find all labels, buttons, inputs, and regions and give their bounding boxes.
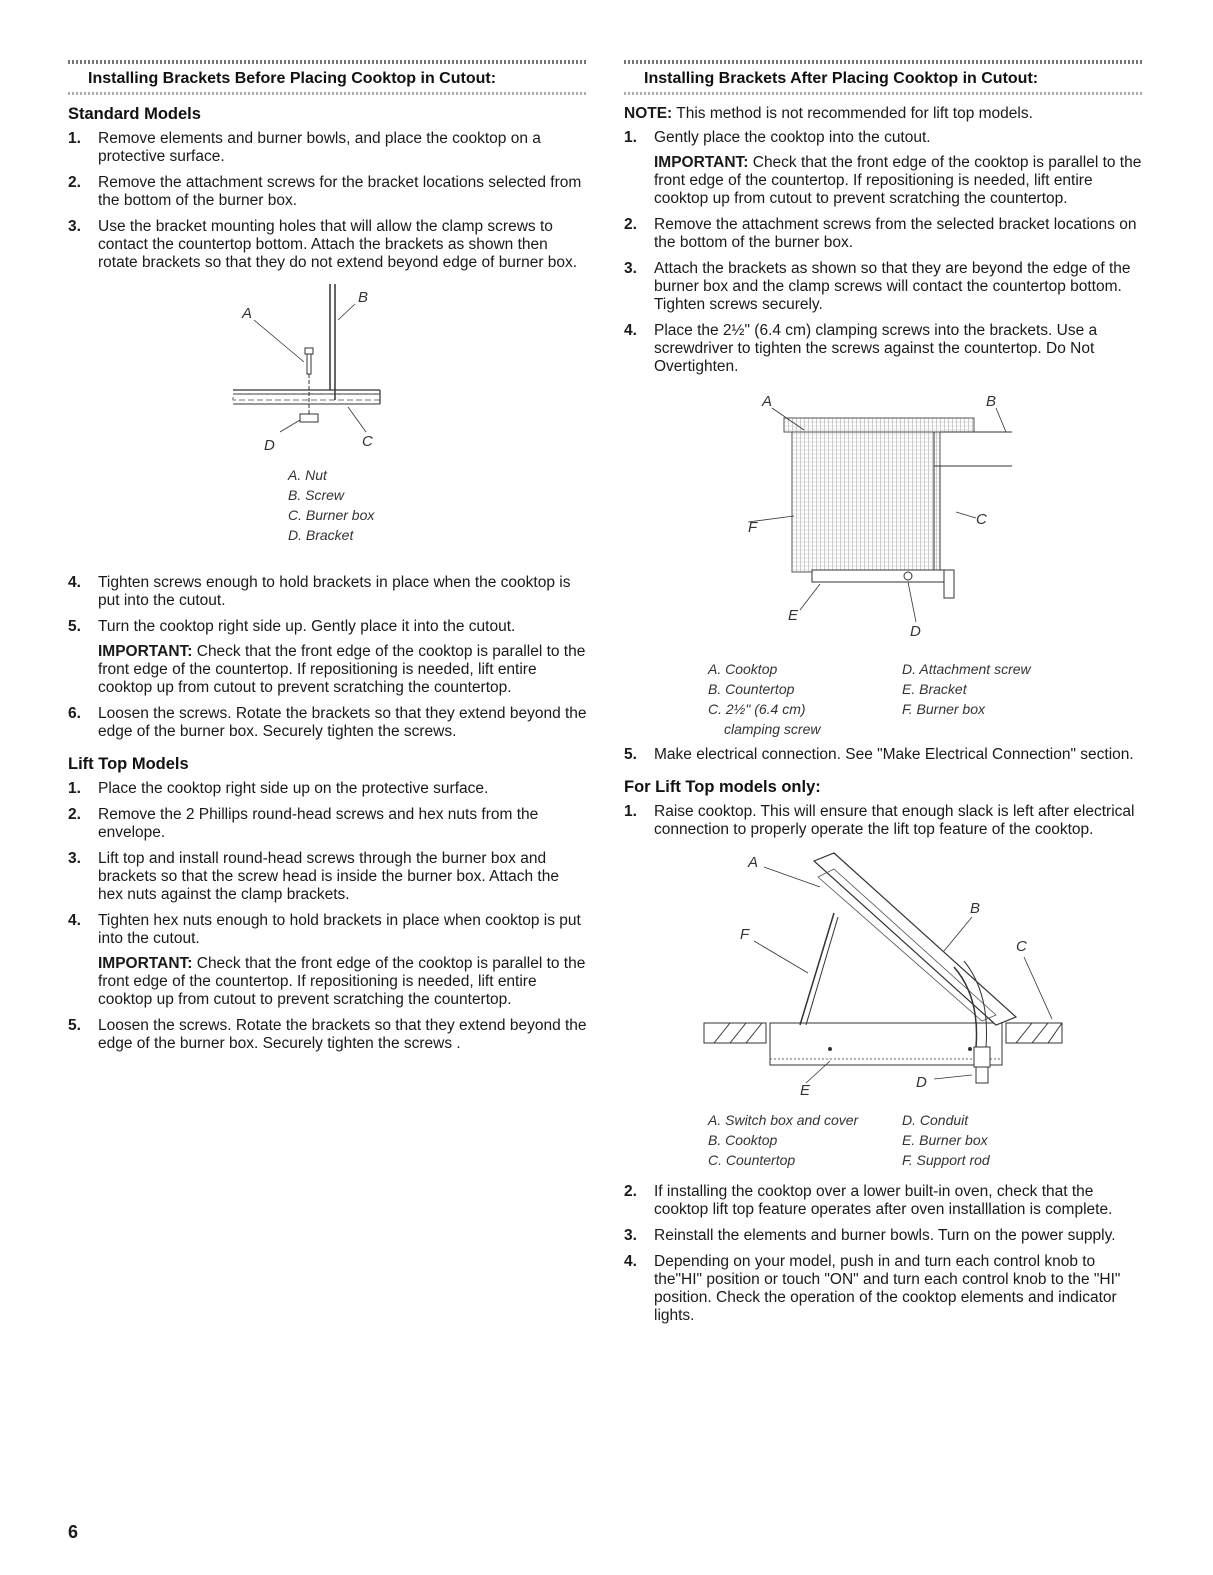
caption-line: B. Screw — [288, 487, 345, 503]
list-item: 2. Remove the attachment screws for the bracket locations selected from the bottom of the burner box. — [68, 174, 582, 209]
list-item: 3. Lift top and install round-head screws through the burner box and brackets so that the screw head is inside the burner box. Attach the hex nuts against the clamp brackets. — [68, 850, 559, 903]
label-a: A — [748, 854, 759, 871]
standard-steps — [68, 130, 588, 272]
caption-line: B. Countertop — [708, 681, 795, 697]
caption-column-left — [708, 1110, 902, 1170]
list-item: 1. Place the cooktop right side up on the protective surface. — [68, 780, 489, 797]
caption-column-right — [902, 1110, 1122, 1170]
list-item: 5. Make electrical connection. See "Make Electrical Connection" section. — [624, 746, 1134, 763]
label-b: B — [986, 393, 997, 410]
label-f: F — [740, 926, 750, 943]
list-item: 1. Gently place the cooktop into the cutout. IMPORTANT: Check that the front edge of the cooktop is parallel to the front edge of the countertop. If repositioning is needed, lift entire cooktop up from cutout to prevent scratching the countertop. — [624, 129, 1144, 208]
top-rule — [68, 60, 588, 64]
important-note: IMPORTANT: Check that the front edge of the cooktop is parallel to the front edge of the countertop. If repositioning is needed, lift entire cooktop up from cutout to prevent scratching the countertop. — [98, 955, 586, 1008]
lift-top-steps-cont — [624, 1183, 1144, 1325]
heading-lift-top-models: Lift Top Models — [68, 755, 189, 773]
list-item: 4. Place the 2½" (6.4 cm) clamping screws into the brackets. Use a screwdriver to tighten the screws against the countertop. Do Not Overtighten. — [624, 322, 1098, 375]
list-item: 2. If installing the cooktop over a lower built-in oven, check that the cooktop lift top feature operates after oven installlation is complete. — [624, 1183, 1113, 1218]
figure-3-caption — [708, 1110, 1144, 1170]
caption-column-right — [902, 659, 1122, 739]
bracket-diagram — [68, 282, 588, 472]
bracket-figure-2 — [624, 388, 1144, 737]
title-rule — [68, 92, 588, 95]
list-item: 3. Reinstall the elements and burner bowls. Turn on the power supply. — [624, 1227, 1116, 1244]
caption-line: D. Conduit — [902, 1112, 969, 1128]
label-c: C — [362, 433, 373, 450]
section-title-before: Installing Brackets Before Placing Cooktop in Cutout: — [88, 70, 497, 87]
lift-top-steps — [624, 803, 1144, 839]
important-note: IMPORTANT: Check that the front edge of the cooktop is parallel to the front edge of the countertop. If repositioning is needed, lift entire cooktop up from cutout to prevent scratching the countertop. — [654, 154, 1142, 207]
label-d: D — [264, 437, 275, 454]
label-d: D — [910, 623, 921, 640]
list-item: 6. Loosen the screws. Rotate the brackets so that they extend beyond the edge of the burner box. Securely tighten the screws. — [68, 705, 587, 740]
caption-line: D. Bracket — [288, 527, 354, 543]
bracket-figure-1 — [68, 282, 588, 543]
label-f: F — [748, 519, 758, 536]
list-item: 4. Tighten hex nuts enough to hold brackets in place when cooktop is put into the cutout. IMPORTANT: Check that the front edge of the cooktop is parallel to the front edge of the countertop. If repositioning is needed, lift entire cooktop up from cutout to prevent scratching the countertop. — [68, 912, 588, 1009]
label-e: E — [800, 1082, 811, 1097]
list-item: 4. Depending on your model, push in and turn each control knob to the"HI" position or touch "ON" and turn each control knob to the "HI" position. Check the operation of the cooktop elements and indicator lights. — [624, 1253, 1121, 1324]
caption-line: E. Bracket — [902, 681, 967, 697]
caption-line: C. Countertop — [708, 1152, 796, 1168]
lift-top-diagram — [624, 847, 1144, 1097]
title-rule — [624, 92, 1144, 95]
heading-standard-models: Standard Models — [68, 105, 201, 123]
cooktop-in-cutout-diagram — [624, 388, 1144, 650]
after-steps-cont — [624, 746, 1144, 764]
figure-2-caption — [708, 659, 1144, 739]
caption-line: A. Nut — [288, 467, 327, 483]
caption-line: clamping screw — [724, 721, 821, 737]
label-d: D — [916, 1074, 927, 1091]
left-column — [68, 60, 588, 1061]
caption-line: C. 2½" (6.4 cm) — [708, 701, 806, 717]
label-b: B — [358, 289, 369, 306]
figure-1-caption — [288, 465, 588, 545]
label-b: B — [970, 900, 981, 917]
list-item: 3. Use the bracket mounting holes that will allow the clamp screws to contact the countertop bottom. Attach the brackets as shown then rotate brackets so that they do not extend beyond edge of burner box. — [68, 218, 578, 271]
list-item: 5. Loosen the screws. Rotate the brackets so that they extend beyond the edge of the burner box. Securely tighten the screws . — [68, 1017, 587, 1052]
caption-line: E. Burner box — [902, 1132, 988, 1148]
label-c: C — [976, 511, 987, 528]
list-item: 3. Attach the brackets as shown so that they are beyond the edge of the burner box and the clamp screws will contact the countertop bottom. Tighten screws securely. — [624, 260, 1131, 313]
right-column — [624, 60, 1144, 1333]
list-item: 2. Remove the attachment screws from the selected bracket locations on the bottom of the burner box. — [624, 216, 1137, 251]
lift-steps — [68, 780, 588, 1053]
list-item: 2. Remove the 2 Phillips round-head screws and hex nuts from the envelope. — [68, 806, 539, 841]
standard-steps-cont — [68, 574, 588, 741]
list-item: 4. Tighten screws enough to hold brackets in place when the cooktop is put into the cutout. — [68, 574, 571, 609]
top-rule — [624, 60, 1144, 64]
caption-line: D. Attachment screw — [902, 661, 1031, 677]
list-item: 1. Remove elements and burner bowls, and place the cooktop on a protective surface. — [68, 130, 541, 165]
caption-line: B. Cooktop — [708, 1132, 778, 1148]
caption-line: F. Burner box — [902, 701, 986, 717]
section-title-after: Installing Brackets After Placing Cooktop in Cutout: — [644, 70, 1039, 87]
list-item: 1. Raise cooktop. This will ensure that enough slack is left after electrical connection to properly operate the lift top feature of the cooktop. — [624, 803, 1135, 838]
label-a: A — [242, 305, 253, 322]
important-note: IMPORTANT: Check that the front edge of the cooktop is parallel to the front edge of the countertop. If repositioning is needed, lift entire cooktop up from cutout to prevent scratching the countertop. — [98, 643, 586, 696]
label-a: A — [762, 393, 773, 410]
after-steps — [624, 129, 1144, 376]
caption-line: A. Cooktop — [708, 661, 778, 677]
heading-for-lift-top: For Lift Top models only: — [624, 778, 821, 796]
caption-line: A. Switch box and cover — [708, 1112, 859, 1128]
label-e: E — [788, 607, 799, 624]
caption-column-left — [708, 659, 902, 739]
caption-line: C. Burner box — [288, 507, 375, 523]
label-c: C — [1016, 938, 1027, 955]
note: NOTE: This method is not recommended for lift top models. — [624, 105, 1033, 122]
page-number: 6 — [68, 1522, 79, 1542]
caption-line: F. Support rod — [902, 1152, 990, 1168]
lift-top-figure — [624, 847, 1144, 1168]
list-item: 5. Turn the cooktop right side up. Gently place it into the cutout. IMPORTANT: Check that the front edge of the cooktop is parallel to the front edge of the countertop. If repositioning is needed, lift entire cooktop up from cutout to prevent scratching the countertop. — [68, 618, 588, 697]
